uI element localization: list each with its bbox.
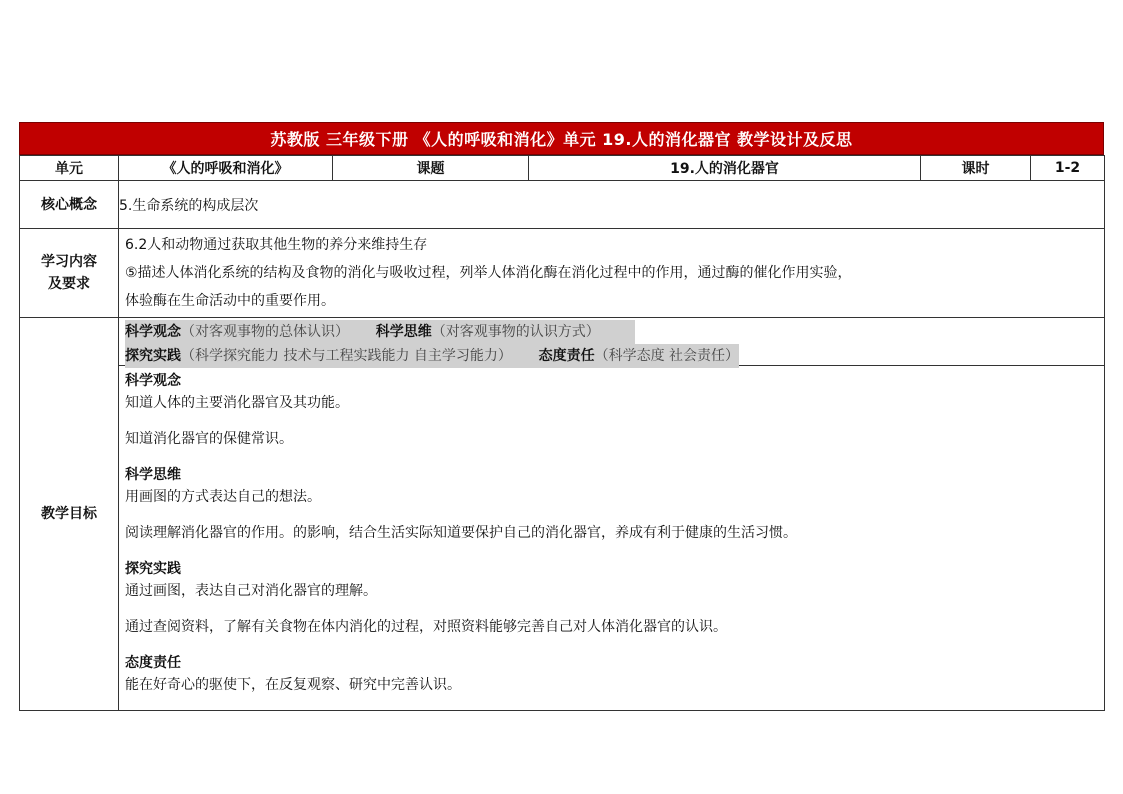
topic-label: 课题 <box>333 156 529 181</box>
dimension-a-title: 科学观念 <box>125 324 181 340</box>
teaching-goals-content <box>119 318 1105 711</box>
unit-label: 单元 <box>20 156 119 181</box>
teaching-goals-label: 教学目标 <box>20 318 119 711</box>
core-concept-row <box>20 181 1105 229</box>
dimension-highlight-1 <box>125 320 635 344</box>
requirement-line-1: 6.2人和动物通过获取其他生物的养分来维持生存 <box>125 237 428 253</box>
dimension-highlight-2 <box>125 344 739 368</box>
goal-section-2-item-1: 用画图的方式表达自己的想法。 <box>125 489 321 505</box>
requirement-line-3: 体验酶在生命活动中的重要作用。 <box>125 293 335 309</box>
goal-section-3-item-2: 通过查阅资料，了解有关食物在体内消化的过程，对照资料能够完善自己对人体消化器官的认识。 <box>125 619 727 635</box>
learning-requirements-label-line2: 及要求 <box>48 276 90 292</box>
dimension-c-desc: （科学探究能力 技术与工程实践能力 自主学习能力） <box>181 348 512 364</box>
core-concept-value: 5.生命系统的构成层次 <box>119 181 1105 229</box>
learning-requirements-label <box>20 229 119 318</box>
goal-section-3-item-1: 通过画图，表达自己对消化器官的理解。 <box>125 583 377 599</box>
goal-section-3-title: 探究实践 <box>125 561 181 577</box>
lesson-plan-table <box>19 155 1105 711</box>
lesson-plan-sheet <box>19 122 1104 707</box>
learning-requirements-content <box>119 229 1105 318</box>
goal-section-4-item-1: 能在好奇心的驱使下，在反复观察、研究中完善认识。 <box>125 677 461 693</box>
learning-requirements-row <box>20 229 1105 318</box>
period-label: 课时 <box>921 156 1031 181</box>
topic-value: 19.人的消化器官 <box>529 156 921 181</box>
unit-value: 《人的呼吸和消化》 <box>119 156 333 181</box>
goal-dimensions-band <box>119 318 1104 366</box>
core-concept-label: 核心概念 <box>20 181 119 229</box>
dimension-d-desc: （科学态度 社会责任） <box>594 348 740 364</box>
goal-section-1-item-2: 知道消化器官的保健常识。 <box>125 431 293 447</box>
dimension-c-title: 探究实践 <box>125 348 181 364</box>
document-title: 苏教版 三年级下册 《人的呼吸和消化》单元 19.人的消化器官 教学设计及反思 <box>19 122 1104 155</box>
dimension-b-title: 科学思维 <box>375 324 432 340</box>
goal-section-1-title: 科学观念 <box>125 373 181 389</box>
goal-section-4-title: 态度责任 <box>125 655 181 671</box>
goal-details <box>119 366 1104 702</box>
learning-requirements-label-line1: 学习内容 <box>41 254 97 270</box>
dimension-a-desc: （对客观事物的总体认识） <box>181 324 349 340</box>
dimension-d-title: 态度责任 <box>538 348 595 364</box>
goal-section-2-title: 科学思维 <box>125 467 181 483</box>
goal-section-1-item-1: 知道人体的主要消化器官及其功能。 <box>125 395 349 411</box>
dimension-b-desc: （对客观事物的认识方式） <box>431 324 600 340</box>
requirement-line-2: ⑤描述人体消化系统的结构及食物的消化与吸收过程，列举人体消化酶在消化过程中的作用，通过酶的催化作用实验， <box>125 265 852 281</box>
teaching-goals-row <box>20 318 1105 711</box>
goal-section-2-item-2: 阅读理解消化器官的作用。的影响，结合生活实际知道要保护自己的消化器官，养成有利于健康的生活习惯。 <box>125 525 797 541</box>
header-row <box>20 156 1105 181</box>
period-value: 1-2 <box>1031 156 1105 181</box>
